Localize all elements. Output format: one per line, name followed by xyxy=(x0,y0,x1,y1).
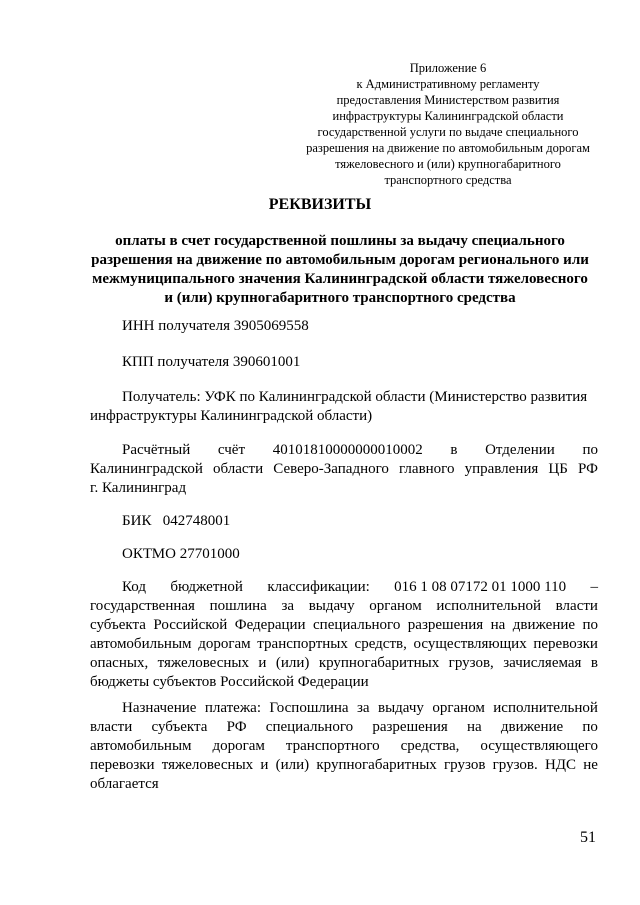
kbk-word: (или) xyxy=(275,655,310,671)
payment-word: движение xyxy=(500,719,564,735)
kbk-word: грузов, xyxy=(448,655,494,671)
recipient-line: Получатель: УФК по Калининградской области (Министерство развития xyxy=(122,389,588,405)
payment-word: тяжеловесных xyxy=(161,757,254,773)
kbk-word: специального xyxy=(313,617,401,633)
kbk-line xyxy=(90,654,598,673)
payment-word: специального xyxy=(265,719,354,735)
kbk-word: по xyxy=(582,617,598,633)
kbk-word: крупногабаритных xyxy=(318,655,440,671)
kbk-word: классификации: xyxy=(267,579,370,595)
kbk-word: средств, xyxy=(354,636,407,652)
payment-line: облагается xyxy=(90,776,159,792)
kbk-word: в xyxy=(590,655,598,671)
payment-line xyxy=(90,718,598,737)
kbk-line xyxy=(90,578,598,597)
kbk-word: Российской xyxy=(153,617,228,633)
subtitle-line: оплаты в счет государственной пошлины за выдачу специального xyxy=(115,233,565,249)
kbk-word: Федерации xyxy=(234,617,306,633)
account-word: РФ xyxy=(578,461,598,477)
account-line xyxy=(90,441,598,460)
payment-purpose-paragraph xyxy=(90,699,598,794)
subtitle-line: и (или) крупногабаритного транспортного средства xyxy=(164,290,516,306)
payment-word: автомобильным xyxy=(90,738,192,754)
payment-word: субъекта xyxy=(151,719,208,735)
kbk-word: зачисляемая xyxy=(503,655,582,671)
payment-word: дорогам xyxy=(212,738,265,754)
recipient-line: инфраструктуры Калининградской области) xyxy=(90,408,373,424)
kbk-word: транспортных xyxy=(257,636,348,652)
payment-line xyxy=(90,699,598,718)
payment-word: на xyxy=(466,719,482,735)
account-word: счёт xyxy=(217,442,246,458)
kbk-word: дорогам xyxy=(198,636,251,652)
account-line: г. Калининград xyxy=(90,480,187,496)
payment-word: Назначение xyxy=(122,700,197,716)
payment-word: Госпошлина xyxy=(269,700,349,716)
inn-paragraph xyxy=(90,317,598,336)
kbk-word: осуществляющих xyxy=(413,636,527,652)
account-word: области xyxy=(213,461,264,477)
kbk-word: – xyxy=(590,579,598,595)
payment-word: транспортного xyxy=(285,738,380,754)
kbk-code: 016 1 08 07172 01 1000 110 xyxy=(394,579,567,595)
appendix-line: Приложение 6 xyxy=(409,61,487,75)
payment-word: и xyxy=(260,757,269,773)
appendix-line: тяжеловесного и (или) крупногабаритного xyxy=(335,157,561,171)
payment-line xyxy=(90,737,598,756)
kbk-line: бюджеты субъектов Российской Федерации xyxy=(90,674,369,690)
payment-word: крупногабаритных xyxy=(316,757,437,773)
kbk-word: Код xyxy=(122,579,146,595)
account-word: управления xyxy=(464,461,539,477)
account-word: по xyxy=(582,442,598,458)
subtitle-line: разрешения на движение по автомобильным дорогам регионального или xyxy=(91,252,589,268)
kbk-word: власти xyxy=(555,598,598,614)
appendix-line: транспортного средства xyxy=(384,173,512,187)
kbk-word: бюджетной xyxy=(170,579,243,595)
appendix-line: предоставления Министерством развития xyxy=(336,93,560,107)
payment-word: грузов xyxy=(444,757,486,773)
kbk-word: автомобильным xyxy=(90,636,192,652)
kbk-word: выдачу xyxy=(308,598,355,614)
account-number: 40101810000000010002 xyxy=(272,442,423,458)
kbk-word: разрешения xyxy=(407,617,484,633)
kbk-word: на xyxy=(490,617,506,633)
appendix-line: к Административному регламенту xyxy=(356,77,540,91)
account-line xyxy=(90,460,598,479)
payment-line xyxy=(90,756,598,775)
appendix-line: разрешения на движение по автомобильным дорогам xyxy=(306,141,590,155)
payment-word: (или) xyxy=(275,757,310,773)
kbk-word: государственная xyxy=(90,598,195,614)
payment-word: средства, xyxy=(400,738,460,754)
appendix-header xyxy=(290,60,606,188)
account-word: главного xyxy=(399,461,455,477)
payment-word: разрешения xyxy=(372,719,448,735)
appendix-line: инфраструктуры Калининградской области xyxy=(332,109,564,123)
account-word: Отделении xyxy=(485,442,555,458)
kpp-text: КПП получателя 390601001 xyxy=(122,354,301,370)
appendix-line: государственной услуги по выдаче специального xyxy=(317,125,579,139)
kbk-line xyxy=(90,597,598,616)
account-word: Калининградской xyxy=(90,461,203,477)
payment-word: за xyxy=(357,700,370,716)
kbk-word: движение xyxy=(512,617,576,633)
payment-word: исполнительной xyxy=(493,700,598,716)
kbk-word: за xyxy=(281,598,295,614)
kbk-paragraph xyxy=(90,578,598,692)
bik-text: БИК 042748001 xyxy=(122,513,231,529)
payment-word: власти xyxy=(90,719,133,735)
subtitle-line: межмуниципального значения Калининградской области тяжеловесного xyxy=(92,271,588,287)
account-word: ЦБ xyxy=(548,461,568,477)
kbk-word: субъекта xyxy=(90,617,146,633)
kbk-word: исполнительной xyxy=(436,598,542,614)
kbk-word: и xyxy=(258,655,267,671)
kbk-word: тяжеловесных xyxy=(157,655,249,671)
document-title: РЕКВИЗИТЫ xyxy=(268,196,372,213)
kpp-paragraph xyxy=(90,353,598,372)
payment-word: перевозки xyxy=(90,757,155,773)
kbk-word: опасных, xyxy=(90,655,149,671)
inn-text: ИНН получателя 3905069558 xyxy=(122,318,309,334)
recipient-paragraph xyxy=(90,388,598,426)
account-word: Расчётный xyxy=(122,442,191,458)
payment-word: осуществляющего xyxy=(480,738,598,754)
account-word: Северо-Западного xyxy=(273,461,389,477)
payment-word: по xyxy=(582,719,598,735)
kbk-word: перевозки xyxy=(533,636,598,652)
kbk-line xyxy=(90,616,598,635)
oktmo-text: ОКТМО 27701000 xyxy=(122,546,240,562)
payment-word: платежа: xyxy=(204,700,262,716)
payment-word: РФ xyxy=(226,719,247,735)
kbk-line xyxy=(90,635,598,654)
oktmo-paragraph xyxy=(90,545,598,564)
page-number: 51 xyxy=(580,829,596,846)
account-paragraph xyxy=(90,441,598,498)
bik-paragraph xyxy=(90,512,598,531)
document-subtitle xyxy=(84,232,596,308)
payment-word: выдачу xyxy=(378,700,424,716)
kbk-word: органом xyxy=(369,598,422,614)
kbk-word: пошлина xyxy=(209,598,267,614)
payment-word: не xyxy=(583,757,598,773)
payment-word: органом xyxy=(432,700,485,716)
account-word: в xyxy=(450,442,458,458)
payment-word: НДС xyxy=(544,757,577,773)
payment-word: грузов. xyxy=(492,757,538,773)
